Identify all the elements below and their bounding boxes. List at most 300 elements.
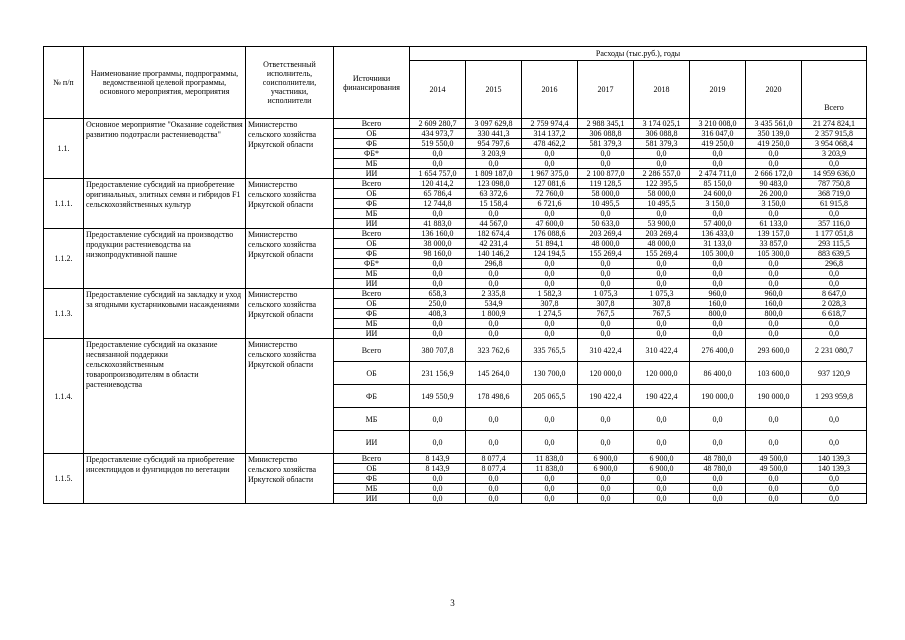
year-value: 3 097 629,8 [466, 119, 522, 129]
year-value: 105 300,0 [690, 249, 746, 259]
total-value: 2 028,3 [802, 299, 867, 309]
year-value: 182 674,4 [466, 229, 522, 239]
year-value: 11 838,0 [522, 464, 578, 474]
year-value: 0,0 [466, 431, 522, 454]
year-value: 8 077,4 [466, 464, 522, 474]
year-value: 0,0 [690, 431, 746, 454]
year-value: 0,0 [746, 279, 802, 289]
year-value: 0,0 [690, 319, 746, 329]
year-value: 0,0 [410, 474, 466, 484]
year-value: 1 075,3 [578, 289, 634, 299]
funding-source: ИИ [334, 431, 410, 454]
year-value: 26 200,0 [746, 189, 802, 199]
year-value: 0,0 [578, 494, 634, 504]
year-value: 136 433,0 [690, 229, 746, 239]
year-value: 47 600,0 [522, 219, 578, 229]
year-value: 330 441,3 [466, 129, 522, 139]
total-value: 0,0 [802, 474, 867, 484]
table-row [44, 179, 867, 189]
year-value: 0,0 [522, 329, 578, 339]
year-value: 0,0 [690, 494, 746, 504]
year-value: 800,0 [690, 309, 746, 319]
year-value: 0,0 [410, 269, 466, 279]
header-year: 2020 [746, 61, 802, 119]
total-value: 0,0 [802, 279, 867, 289]
year-value: 0,0 [746, 494, 802, 504]
year-value: 49 500,0 [746, 454, 802, 464]
year-value: 48 780,0 [690, 454, 746, 464]
year-value: 53 900,0 [634, 219, 690, 229]
year-value: 190 000,0 [690, 385, 746, 408]
year-value: 3 203,9 [466, 149, 522, 159]
year-value: 3 150,0 [746, 199, 802, 209]
year-value: 155 269,4 [578, 249, 634, 259]
funding-source: ФБ [334, 139, 410, 149]
total-value: 296,8 [802, 259, 867, 269]
year-value: 72 760,0 [522, 189, 578, 199]
funding-source: ОБ [334, 129, 410, 139]
header-funding-source: Источники финансирования [334, 47, 410, 119]
total-value: 883 639,5 [802, 249, 867, 259]
funding-source: ИИ [334, 219, 410, 229]
year-value: 6 900,0 [634, 454, 690, 464]
year-value: 380 707,8 [410, 339, 466, 362]
year-value: 0,0 [690, 329, 746, 339]
year-value: 136 160,0 [410, 229, 466, 239]
year-value: 0,0 [410, 484, 466, 494]
item-responsible: Министерство сельского хозяйства Иркутской области [246, 289, 334, 339]
header-year: 2014 [410, 61, 466, 119]
year-value: 0,0 [690, 209, 746, 219]
year-value: 205 065,5 [522, 385, 578, 408]
funding-source: ОБ [334, 464, 410, 474]
year-value: 419 250,0 [690, 139, 746, 149]
total-value: 0,0 [802, 269, 867, 279]
header-year: 2019 [690, 61, 746, 119]
year-value: 0,0 [746, 259, 802, 269]
year-value: 323 762,6 [466, 339, 522, 362]
year-value: 0,0 [746, 269, 802, 279]
year-value: 0,0 [634, 329, 690, 339]
total-value: 1 293 959,8 [802, 385, 867, 408]
table-row [44, 119, 867, 129]
year-value: 0,0 [634, 431, 690, 454]
table-row [44, 289, 867, 299]
year-value: 2 759 974,4 [522, 119, 578, 129]
year-value: 800,0 [746, 309, 802, 319]
header-expenses: Расходы (тыс.руб.), годы [410, 47, 867, 61]
year-value: 140 146,2 [466, 249, 522, 259]
year-value: 307,8 [578, 299, 634, 309]
year-value: 293 600,0 [746, 339, 802, 362]
table-row [44, 339, 867, 362]
year-value: 0,0 [522, 408, 578, 431]
funding-source: МБ [334, 159, 410, 169]
year-value: 310 422,4 [634, 339, 690, 362]
year-value: 960,0 [746, 289, 802, 299]
year-value: 0,0 [410, 149, 466, 159]
item-number: 1.1.1. [44, 179, 84, 229]
total-value: 0,0 [802, 209, 867, 219]
year-value: 0,0 [578, 484, 634, 494]
year-value: 8 077,4 [466, 454, 522, 464]
funding-source: ИИ [334, 329, 410, 339]
funding-source: ОБ [334, 239, 410, 249]
item-responsible: Министерство сельского хозяйства Иркутской области [246, 339, 334, 454]
year-value: 203 269,4 [634, 229, 690, 239]
year-value: 0,0 [634, 149, 690, 159]
total-value: 357 116,0 [802, 219, 867, 229]
year-value: 419 250,0 [746, 139, 802, 149]
funding-source: ИИ [334, 169, 410, 179]
year-value: 124 194,5 [522, 249, 578, 259]
year-value: 105 300,0 [746, 249, 802, 259]
funding-source: МБ [334, 484, 410, 494]
year-value: 0,0 [466, 209, 522, 219]
year-value: 658,3 [410, 289, 466, 299]
year-value: 0,0 [746, 159, 802, 169]
year-value: 48 000,0 [634, 239, 690, 249]
year-value: 3 174 025,1 [634, 119, 690, 129]
year-value: 127 081,6 [522, 179, 578, 189]
item-number: 1.1.3. [44, 289, 84, 339]
year-value: 0,0 [466, 474, 522, 484]
year-value: 0,0 [410, 319, 466, 329]
year-value: 0,0 [578, 209, 634, 219]
year-value: 1 654 757,0 [410, 169, 466, 179]
year-value: 0,0 [410, 279, 466, 289]
funding-source: МБ [334, 408, 410, 431]
total-value: 0,0 [802, 329, 867, 339]
year-value: 6 721,6 [522, 199, 578, 209]
funding-source: МБ [334, 269, 410, 279]
total-value: 61 915,8 [802, 199, 867, 209]
page-number: 3 [450, 598, 455, 608]
year-value: 0,0 [634, 209, 690, 219]
year-value: 1 809 187,0 [466, 169, 522, 179]
year-value: 434 973,7 [410, 129, 466, 139]
year-value: 0,0 [522, 494, 578, 504]
year-value: 120 000,0 [634, 362, 690, 385]
year-value: 0,0 [522, 431, 578, 454]
header-year: 2016 [522, 61, 578, 119]
year-value: 0,0 [522, 319, 578, 329]
year-value: 0,0 [746, 474, 802, 484]
year-value: 767,5 [634, 309, 690, 319]
year-value: 24 600,0 [690, 189, 746, 199]
total-value: 1 177 051,8 [802, 229, 867, 239]
year-value: 2 286 557,0 [634, 169, 690, 179]
year-value: 307,8 [522, 299, 578, 309]
year-value: 0,0 [466, 269, 522, 279]
header-year: 2018 [634, 61, 690, 119]
table-row [44, 454, 867, 464]
year-value: 0,0 [746, 329, 802, 339]
total-value: 0,0 [802, 319, 867, 329]
year-value: 0,0 [578, 279, 634, 289]
header-name: Наименование программы, подпрограммы, ведомственной целевой программы, основного мероприятия, мероприятия [84, 47, 246, 119]
year-value: 0,0 [522, 159, 578, 169]
year-value: 6 900,0 [634, 464, 690, 474]
year-value: 0,0 [690, 279, 746, 289]
year-value: 0,0 [634, 484, 690, 494]
year-value: 12 744,8 [410, 199, 466, 209]
year-value: 0,0 [466, 159, 522, 169]
year-value: 33 857,0 [746, 239, 802, 249]
item-number: 1.1. [44, 119, 84, 179]
year-value: 0,0 [410, 408, 466, 431]
table-body [44, 119, 867, 504]
total-value: 368 719,0 [802, 189, 867, 199]
year-value: 314 137,2 [522, 129, 578, 139]
total-value: 787 750,8 [802, 179, 867, 189]
year-value: 0,0 [578, 159, 634, 169]
total-value: 2 357 915,8 [802, 129, 867, 139]
total-value: 0,0 [802, 408, 867, 431]
item-name: Предоставление субсидий на закладку и уход за ягодными кустарниковыми насаждениями [84, 289, 246, 339]
year-value: 231 156,9 [410, 362, 466, 385]
year-value: 63 372,6 [466, 189, 522, 199]
item-number: 1.1.5. [44, 454, 84, 504]
year-value: 8 143,9 [410, 454, 466, 464]
year-value: 0,0 [578, 431, 634, 454]
total-value: 2 231 080,7 [802, 339, 867, 362]
year-value: 10 495,5 [578, 199, 634, 209]
year-value: 306 088,8 [578, 129, 634, 139]
item-name: Предоставление субсидий на приобретение инсектицидов и фунгицидов по вегетации [84, 454, 246, 504]
year-value: 120 000,0 [578, 362, 634, 385]
year-value: 1 967 375,0 [522, 169, 578, 179]
year-value: 0,0 [746, 408, 802, 431]
year-value: 2 988 345,1 [578, 119, 634, 129]
year-value: 44 567,0 [466, 219, 522, 229]
item-name: Основное мероприятие "Оказание содействия развитию подотрасли растениеводства" [84, 119, 246, 179]
year-value: 954 797,6 [466, 139, 522, 149]
year-value: 48 780,0 [690, 464, 746, 474]
header-number: № п/п [44, 47, 84, 119]
funding-source: Всего [334, 179, 410, 189]
funding-source: Всего [334, 339, 410, 362]
funding-source: Всего [334, 119, 410, 129]
total-value: 140 139,3 [802, 454, 867, 464]
year-value: 0,0 [522, 484, 578, 494]
funding-source: ФБ* [334, 149, 410, 159]
year-value: 0,0 [466, 329, 522, 339]
funding-source: ФБ* [334, 259, 410, 269]
year-value: 0,0 [634, 259, 690, 269]
funding-source: Всего [334, 289, 410, 299]
year-value: 0,0 [690, 484, 746, 494]
total-value: 0,0 [802, 484, 867, 494]
year-value: 0,0 [690, 474, 746, 484]
year-value: 41 883,0 [410, 219, 466, 229]
header-year: 2017 [578, 61, 634, 119]
year-value: 0,0 [466, 484, 522, 494]
year-value: 86 400,0 [690, 362, 746, 385]
funding-source: ОБ [334, 299, 410, 309]
year-value: 49 500,0 [746, 464, 802, 474]
year-value: 581 379,3 [578, 139, 634, 149]
year-value: 0,0 [578, 474, 634, 484]
funding-source: ОБ [334, 362, 410, 385]
item-responsible: Министерство сельского хозяйства Иркутской области [246, 119, 334, 179]
total-value: 0,0 [802, 159, 867, 169]
year-value: 0,0 [634, 319, 690, 329]
year-value: 160,0 [690, 299, 746, 309]
table-row [44, 229, 867, 239]
year-value: 176 088,6 [522, 229, 578, 239]
year-value: 276 400,0 [690, 339, 746, 362]
year-value: 57 400,0 [690, 219, 746, 229]
year-value: 98 160,0 [410, 249, 466, 259]
year-value: 2 335,8 [466, 289, 522, 299]
year-value: 123 098,0 [466, 179, 522, 189]
year-value: 306 088,8 [634, 129, 690, 139]
item-name: Предоставление субсидий на производство продукции растениеводства на низкопродуктивной пашне [84, 229, 246, 289]
year-value: 0,0 [634, 269, 690, 279]
table-header [44, 47, 867, 119]
year-value: 0,0 [466, 494, 522, 504]
year-value: 155 269,4 [634, 249, 690, 259]
year-value: 178 498,6 [466, 385, 522, 408]
total-value: 3 954 068,4 [802, 139, 867, 149]
year-value: 0,0 [746, 484, 802, 494]
year-value: 0,0 [410, 159, 466, 169]
year-value: 0,0 [578, 149, 634, 159]
year-value: 0,0 [746, 209, 802, 219]
budget-table [43, 46, 867, 504]
year-value: 190 422,4 [578, 385, 634, 408]
year-value: 130 700,0 [522, 362, 578, 385]
year-value: 0,0 [634, 494, 690, 504]
year-value: 119 128,5 [578, 179, 634, 189]
year-value: 0,0 [690, 149, 746, 159]
year-value: 0,0 [522, 279, 578, 289]
year-value: 2 100 877,0 [578, 169, 634, 179]
year-value: 310 422,4 [578, 339, 634, 362]
year-value: 0,0 [410, 329, 466, 339]
year-value: 1 582,3 [522, 289, 578, 299]
year-value: 31 133,0 [690, 239, 746, 249]
year-value: 534,9 [466, 299, 522, 309]
year-value: 38 000,0 [410, 239, 466, 249]
year-value: 10 495,5 [634, 199, 690, 209]
total-value: 3 203,9 [802, 149, 867, 159]
item-name: Предоставление субсидий на приобретение оригинальных, элитных семян и гибридов F1 сельскохозяйственных культур [84, 179, 246, 229]
year-value: 0,0 [690, 159, 746, 169]
year-value: 42 231,4 [466, 239, 522, 249]
year-value: 0,0 [410, 259, 466, 269]
funding-source: Всего [334, 454, 410, 464]
year-value: 0,0 [578, 319, 634, 329]
item-name: Предоставление субсидий на оказание несвязанной поддержки сельскохозяйственным товаропроизводителям в области растениеводства [84, 339, 246, 454]
year-value: 316 047,0 [690, 129, 746, 139]
item-responsible: Министерство сельского хозяйства Иркутской области [246, 179, 334, 229]
year-value: 0,0 [746, 149, 802, 159]
year-value: 0,0 [634, 159, 690, 169]
year-value: 0,0 [522, 259, 578, 269]
year-value: 3 210 008,0 [690, 119, 746, 129]
year-value: 85 150,0 [690, 179, 746, 189]
total-value: 293 115,5 [802, 239, 867, 249]
year-value: 48 000,0 [578, 239, 634, 249]
year-value: 8 143,9 [410, 464, 466, 474]
year-value: 767,5 [578, 309, 634, 319]
year-value: 0,0 [690, 269, 746, 279]
year-value: 90 483,0 [746, 179, 802, 189]
funding-source: МБ [334, 319, 410, 329]
year-value: 0,0 [634, 474, 690, 484]
year-value: 0,0 [522, 269, 578, 279]
funding-source: Всего [334, 229, 410, 239]
header-year: 2015 [466, 61, 522, 119]
year-value: 190 422,4 [634, 385, 690, 408]
year-value: 122 395,5 [634, 179, 690, 189]
year-value: 0,0 [746, 319, 802, 329]
year-value: 11 838,0 [522, 454, 578, 464]
total-value: 140 139,3 [802, 464, 867, 474]
year-value: 581 379,3 [634, 139, 690, 149]
year-value: 408,3 [410, 309, 466, 319]
year-value: 6 900,0 [578, 454, 634, 464]
total-value: 0,0 [802, 494, 867, 504]
year-value: 0,0 [410, 494, 466, 504]
year-value: 2 609 280,7 [410, 119, 466, 129]
year-value: 0,0 [578, 259, 634, 269]
year-value: 103 600,0 [746, 362, 802, 385]
year-value: 0,0 [410, 209, 466, 219]
funding-source: ФБ [334, 199, 410, 209]
year-value: 960,0 [690, 289, 746, 299]
total-value: 21 274 824,1 [802, 119, 867, 129]
year-value: 190 000,0 [746, 385, 802, 408]
year-value: 0,0 [466, 319, 522, 329]
year-value: 120 414,2 [410, 179, 466, 189]
year-value: 1 075,3 [634, 289, 690, 299]
year-value: 335 765,5 [522, 339, 578, 362]
year-value: 58 000,0 [578, 189, 634, 199]
year-value: 149 550,9 [410, 385, 466, 408]
item-responsible: Министерство сельского хозяйства Иркутской области [246, 229, 334, 289]
year-value: 15 158,4 [466, 199, 522, 209]
year-value: 50 633,0 [578, 219, 634, 229]
total-value: 6 618,7 [802, 309, 867, 319]
year-value: 519 550,0 [410, 139, 466, 149]
funding-source: ФБ [334, 385, 410, 408]
year-value: 51 894,1 [522, 239, 578, 249]
year-value: 0,0 [522, 149, 578, 159]
year-value: 0,0 [634, 279, 690, 289]
total-value: 14 959 636,0 [802, 169, 867, 179]
year-value: 296,8 [466, 259, 522, 269]
total-value: 8 647,0 [802, 289, 867, 299]
year-value: 0,0 [522, 209, 578, 219]
year-value: 6 900,0 [578, 464, 634, 474]
funding-source: ИИ [334, 279, 410, 289]
item-number: 1.1.4. [44, 339, 84, 454]
year-value: 0,0 [578, 269, 634, 279]
funding-source: ИИ [334, 494, 410, 504]
header-total: Всего [802, 61, 867, 119]
header-responsible: Ответственный исполнитель, соисполнители, участники, исполнители [246, 47, 334, 119]
year-value: 0,0 [634, 408, 690, 431]
year-value: 0,0 [746, 431, 802, 454]
year-value: 58 000,0 [634, 189, 690, 199]
year-value: 2 666 172,0 [746, 169, 802, 179]
year-value: 0,0 [578, 408, 634, 431]
year-value: 0,0 [466, 279, 522, 289]
year-value: 250,0 [410, 299, 466, 309]
